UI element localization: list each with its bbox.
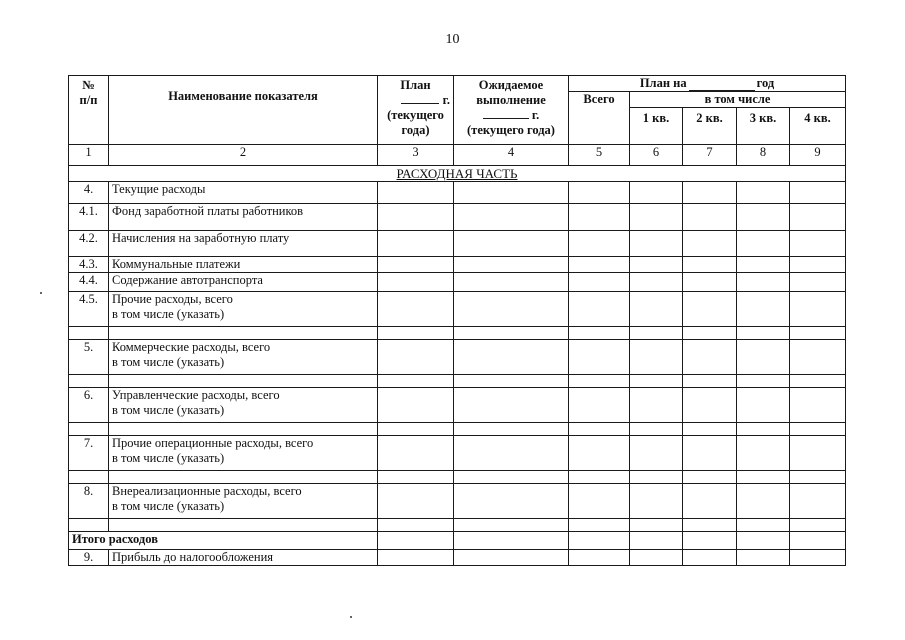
value-cell[interactable] xyxy=(378,388,454,423)
table-header xyxy=(69,76,846,145)
value-cell[interactable] xyxy=(737,204,790,231)
table-row xyxy=(69,257,846,273)
column-number: 7 xyxy=(683,145,737,166)
value-cell[interactable] xyxy=(454,231,569,257)
value-cell[interactable] xyxy=(569,231,630,257)
value-cell[interactable] xyxy=(630,182,683,204)
value-cell[interactable] xyxy=(454,550,569,566)
section-row xyxy=(69,166,846,182)
table-row xyxy=(69,327,846,340)
table-row xyxy=(69,423,846,436)
value-cell[interactable] xyxy=(378,327,454,340)
value-cell[interactable] xyxy=(378,471,454,484)
value-cell[interactable] xyxy=(790,532,846,550)
value-cell[interactable] xyxy=(378,423,454,436)
column-number: 9 xyxy=(790,145,846,166)
value-cell[interactable] xyxy=(454,273,569,292)
value-cell[interactable] xyxy=(683,273,737,292)
value-cell[interactable] xyxy=(737,436,790,471)
value-cell[interactable] xyxy=(790,375,846,388)
row-name: Содержание автотранспорта xyxy=(109,273,378,292)
value-cell[interactable] xyxy=(790,257,846,273)
value-cell[interactable] xyxy=(790,484,846,519)
value-cell[interactable] xyxy=(630,519,683,532)
value-cell[interactable] xyxy=(454,471,569,484)
row-code: 4.1. xyxy=(69,204,109,231)
value-cell[interactable] xyxy=(454,423,569,436)
value-cell[interactable] xyxy=(454,340,569,375)
value-cell[interactable] xyxy=(630,340,683,375)
value-cell[interactable] xyxy=(630,423,683,436)
value-cell[interactable] xyxy=(378,519,454,532)
column-number-row xyxy=(69,145,846,166)
scan-speck xyxy=(40,292,42,294)
table-row xyxy=(69,436,846,471)
column-number: 1 xyxy=(69,145,109,166)
value-cell[interactable] xyxy=(790,423,846,436)
value-cell[interactable] xyxy=(790,471,846,484)
total-row xyxy=(69,532,846,550)
header-expected-year xyxy=(457,108,565,123)
value-cell[interactable] xyxy=(683,204,737,231)
value-cell[interactable] xyxy=(630,484,683,519)
value-cell[interactable] xyxy=(378,257,454,273)
row-name: Фонд заработной платы работников xyxy=(109,204,378,231)
value-cell[interactable] xyxy=(790,204,846,231)
row-code xyxy=(69,375,109,388)
value-cell[interactable] xyxy=(378,273,454,292)
row-code: 4.5. xyxy=(69,292,109,327)
value-cell[interactable] xyxy=(378,532,454,550)
column-number: 8 xyxy=(737,145,790,166)
value-cell[interactable] xyxy=(630,257,683,273)
section-title-cell xyxy=(69,166,846,182)
row-code xyxy=(69,423,109,436)
row-name xyxy=(109,375,378,388)
row-code: 8. xyxy=(69,484,109,519)
value-cell[interactable] xyxy=(378,231,454,257)
value-cell[interactable] xyxy=(737,182,790,204)
value-cell[interactable] xyxy=(683,471,737,484)
value-cell[interactable] xyxy=(683,375,737,388)
table-row xyxy=(69,273,846,292)
value-cell[interactable] xyxy=(683,550,737,566)
value-cell[interactable] xyxy=(569,257,630,273)
row-name: Внереализационные расходы, всего в том числе (указать) xyxy=(109,484,378,519)
value-cell[interactable] xyxy=(569,182,630,204)
value-cell[interactable] xyxy=(790,292,846,327)
value-cell[interactable] xyxy=(737,484,790,519)
row-name: Начисления на заработную плату xyxy=(109,231,378,257)
value-cell[interactable] xyxy=(569,532,630,550)
table-row xyxy=(69,375,846,388)
row-name xyxy=(109,519,378,532)
total-label: Итого расходов xyxy=(69,532,378,550)
value-cell[interactable] xyxy=(737,550,790,566)
value-cell[interactable] xyxy=(569,292,630,327)
value-cell[interactable] xyxy=(454,532,569,550)
table-row xyxy=(69,471,846,484)
value-cell[interactable] xyxy=(737,257,790,273)
value-cell[interactable] xyxy=(683,519,737,532)
value-cell[interactable] xyxy=(630,471,683,484)
value-cell[interactable] xyxy=(630,273,683,292)
value-cell[interactable] xyxy=(737,519,790,532)
header-expected-current-year: (текущего года) xyxy=(467,123,555,137)
value-cell[interactable] xyxy=(569,375,630,388)
value-cell[interactable] xyxy=(790,550,846,566)
value-cell[interactable] xyxy=(569,204,630,231)
value-cell[interactable] xyxy=(569,423,630,436)
value-cell[interactable] xyxy=(630,550,683,566)
value-cell[interactable] xyxy=(790,231,846,257)
value-cell[interactable] xyxy=(790,436,846,471)
row-code: 4.4. xyxy=(69,273,109,292)
value-cell[interactable] xyxy=(737,292,790,327)
value-cell[interactable] xyxy=(683,340,737,375)
value-cell[interactable] xyxy=(378,550,454,566)
header-q3: 3 кв. xyxy=(737,108,790,145)
table-row xyxy=(69,204,846,231)
table-row xyxy=(69,231,846,257)
row-name: Текущие расходы xyxy=(109,182,378,204)
header-q2: 2 кв. xyxy=(683,108,737,145)
header-name: Наименование показателя xyxy=(109,76,378,145)
value-cell[interactable] xyxy=(378,292,454,327)
value-cell[interactable] xyxy=(569,519,630,532)
row-code: 7. xyxy=(69,436,109,471)
value-cell[interactable] xyxy=(737,423,790,436)
value-cell[interactable] xyxy=(454,292,569,327)
column-number: 6 xyxy=(630,145,683,166)
value-cell[interactable] xyxy=(569,340,630,375)
value-cell[interactable] xyxy=(378,484,454,519)
value-cell[interactable] xyxy=(683,327,737,340)
value-cell[interactable] xyxy=(790,340,846,375)
value-cell[interactable] xyxy=(630,327,683,340)
value-cell[interactable] xyxy=(454,257,569,273)
header-plan-on-year: год xyxy=(756,76,775,90)
value-cell[interactable] xyxy=(737,340,790,375)
value-cell[interactable] xyxy=(683,388,737,423)
row-code: 4.3. xyxy=(69,257,109,273)
value-cell[interactable] xyxy=(737,532,790,550)
value-cell[interactable] xyxy=(737,327,790,340)
table-row xyxy=(69,519,846,532)
value-cell[interactable] xyxy=(454,388,569,423)
value-cell[interactable] xyxy=(569,388,630,423)
header-plan-on xyxy=(569,76,846,92)
year-blank-line xyxy=(689,90,755,91)
header-expected-label: Ожидаемое выполнение xyxy=(476,78,546,107)
section-title: РАСХОДНАЯ ЧАСТЬ xyxy=(396,166,518,181)
value-cell[interactable] xyxy=(737,273,790,292)
year-blank-line xyxy=(401,103,439,104)
row-name xyxy=(109,471,378,484)
header-q4: 4 кв. xyxy=(790,108,846,145)
value-cell[interactable] xyxy=(378,375,454,388)
value-cell[interactable] xyxy=(683,257,737,273)
value-cell[interactable] xyxy=(683,436,737,471)
value-cell[interactable] xyxy=(737,231,790,257)
row-code: 5. xyxy=(69,340,109,375)
column-number: 4 xyxy=(454,145,569,166)
row-name: Коммунальные платежи xyxy=(109,257,378,273)
value-cell[interactable] xyxy=(378,436,454,471)
value-cell[interactable] xyxy=(569,327,630,340)
table-row xyxy=(69,292,846,327)
row-name: Прочие операционные расходы, всего в том числе (указать) xyxy=(109,436,378,471)
row-name: Коммерческие расходы, всего в том числе (указать) xyxy=(109,340,378,375)
value-cell[interactable] xyxy=(790,182,846,204)
value-cell[interactable] xyxy=(378,340,454,375)
header-total: Всего xyxy=(569,92,630,145)
value-cell[interactable] xyxy=(683,182,737,204)
column-number: 3 xyxy=(378,145,454,166)
budget-form-table xyxy=(68,75,846,566)
header-plan-year-suffix: г. xyxy=(442,93,450,107)
value-cell[interactable] xyxy=(630,292,683,327)
row-code: 6. xyxy=(69,388,109,423)
header-plan-label: План xyxy=(400,78,431,92)
value-cell[interactable] xyxy=(737,388,790,423)
profit-row xyxy=(69,550,846,566)
header-expected-year-suffix: г. xyxy=(531,108,540,122)
row-code: 4.2. xyxy=(69,231,109,257)
year-blank-line xyxy=(483,118,529,119)
value-cell[interactable] xyxy=(454,182,569,204)
value-cell[interactable] xyxy=(683,292,737,327)
header-plan-year xyxy=(381,93,450,108)
value-cell[interactable] xyxy=(630,388,683,423)
row-code: 4. xyxy=(69,182,109,204)
value-cell[interactable] xyxy=(569,550,630,566)
table-row xyxy=(69,340,846,375)
value-cell[interactable] xyxy=(630,204,683,231)
value-cell[interactable] xyxy=(790,519,846,532)
row-code xyxy=(69,327,109,340)
value-cell[interactable] xyxy=(569,436,630,471)
value-cell[interactable] xyxy=(569,484,630,519)
value-cell[interactable] xyxy=(454,484,569,519)
value-cell[interactable] xyxy=(454,327,569,340)
row-name: Прибыль до налогообложения xyxy=(109,550,378,566)
row-code: 9. xyxy=(69,550,109,566)
value-cell[interactable] xyxy=(454,519,569,532)
value-cell[interactable] xyxy=(630,231,683,257)
table-row xyxy=(69,388,846,423)
row-name xyxy=(109,327,378,340)
value-cell[interactable] xyxy=(630,375,683,388)
page-number: 10 xyxy=(445,32,460,47)
header-plan xyxy=(378,76,454,145)
value-cell[interactable] xyxy=(454,204,569,231)
value-cell[interactable] xyxy=(569,471,630,484)
value-cell[interactable] xyxy=(683,484,737,519)
header-plan-on-label: План на xyxy=(639,76,687,90)
value-cell[interactable] xyxy=(454,375,569,388)
table-body xyxy=(69,145,846,566)
row-name: Прочие расходы, всего в том числе (указать) xyxy=(109,292,378,327)
value-cell[interactable] xyxy=(737,471,790,484)
header-expected xyxy=(454,76,569,145)
value-cell[interactable] xyxy=(454,436,569,471)
column-number: 5 xyxy=(569,145,630,166)
row-code xyxy=(69,519,109,532)
header-plan-current-year: (текущего года) xyxy=(387,108,444,137)
value-cell[interactable] xyxy=(737,375,790,388)
value-cell[interactable] xyxy=(790,327,846,340)
table-row xyxy=(69,484,846,519)
value-cell[interactable] xyxy=(683,231,737,257)
value-cell[interactable] xyxy=(569,273,630,292)
scan-speck xyxy=(350,616,352,618)
row-name xyxy=(109,423,378,436)
value-cell[interactable] xyxy=(790,388,846,423)
value-cell[interactable] xyxy=(683,423,737,436)
row-code xyxy=(69,471,109,484)
value-cell[interactable] xyxy=(683,532,737,550)
column-number: 2 xyxy=(109,145,378,166)
value-cell[interactable] xyxy=(790,273,846,292)
header-num: № п/п xyxy=(69,76,109,145)
value-cell[interactable] xyxy=(378,182,454,204)
header-including: в том числе xyxy=(630,92,846,108)
row-name: Управленческие расходы, всего в том числе (указать) xyxy=(109,388,378,423)
value-cell[interactable] xyxy=(630,532,683,550)
table-row xyxy=(69,182,846,204)
header-q1: 1 кв. xyxy=(630,108,683,145)
value-cell[interactable] xyxy=(630,436,683,471)
value-cell[interactable] xyxy=(378,204,454,231)
header-plan-on-line xyxy=(572,76,842,91)
